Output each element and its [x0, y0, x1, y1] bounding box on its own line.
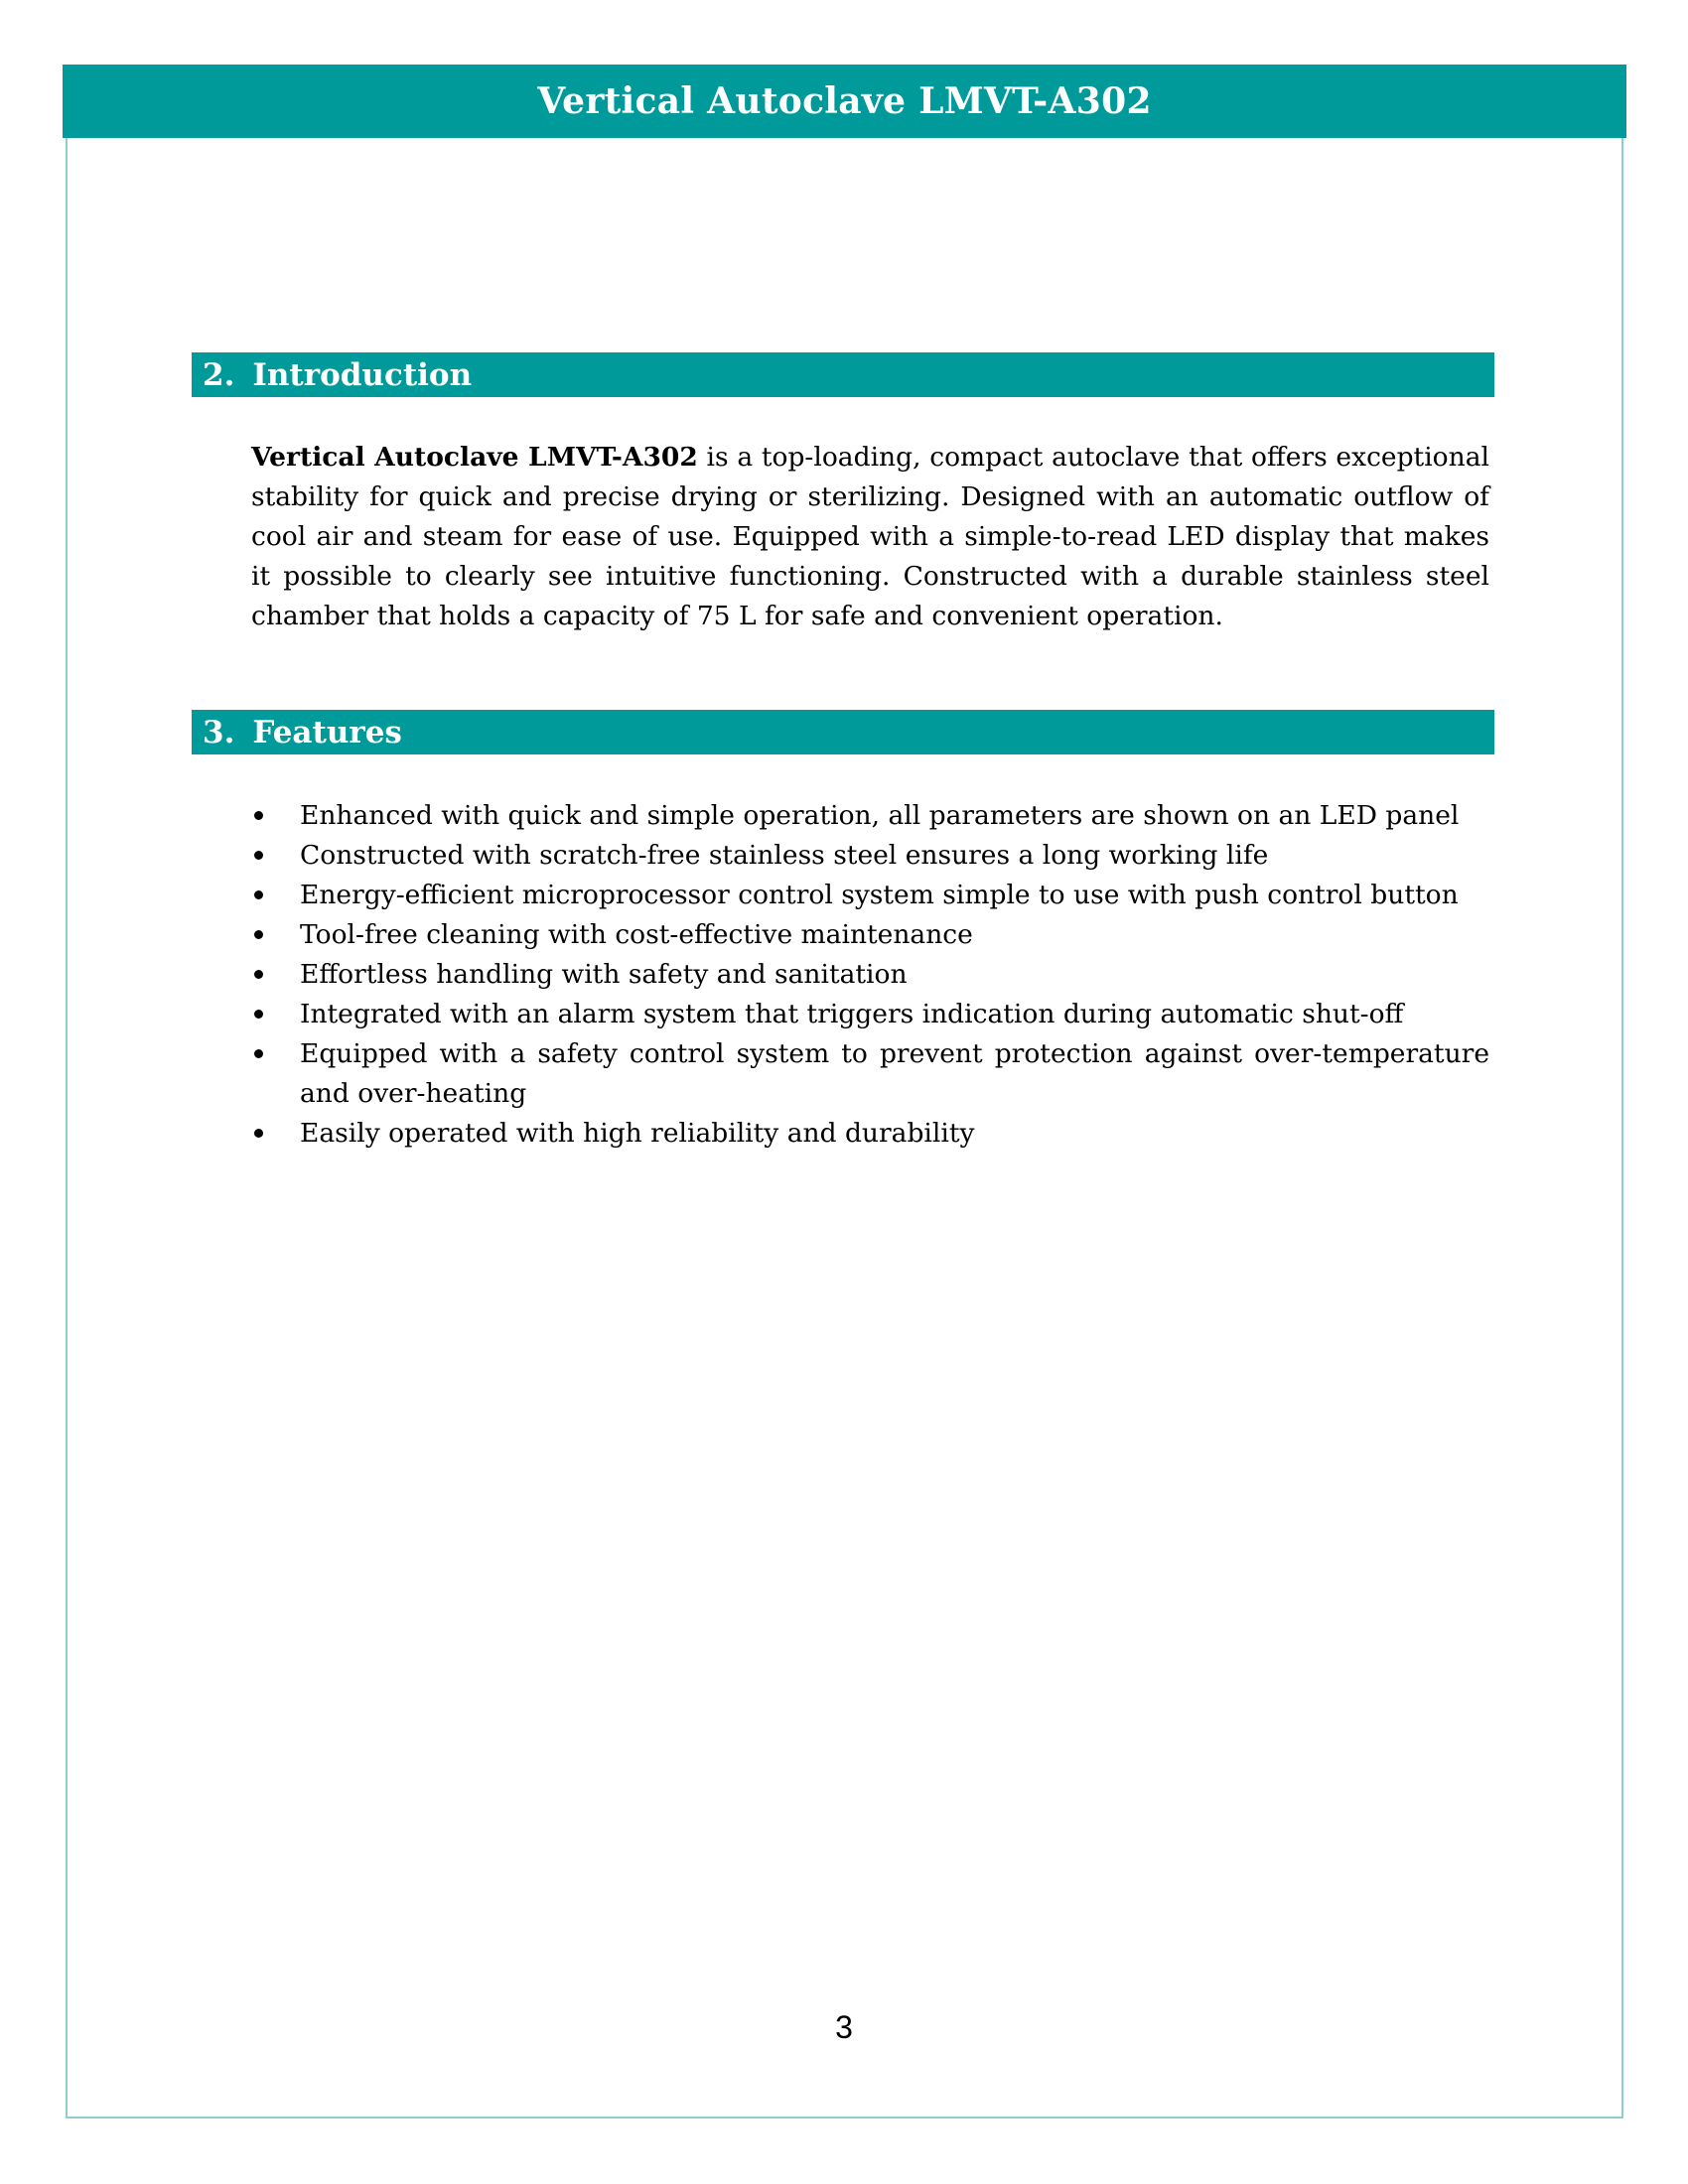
bullet-icon	[254, 1049, 263, 1058]
document-title: Vertical Autoclave LMVT-A302	[537, 80, 1152, 122]
bullet-icon	[254, 890, 263, 899]
feature-list-item	[251, 1114, 1489, 1154]
feature-list-item	[251, 876, 1489, 915]
feature-list-item	[251, 796, 1489, 836]
introduction-paragraph-lead: Vertical Autoclave LMVT-A302	[251, 442, 698, 473]
introduction-paragraph	[251, 438, 1489, 636]
bullet-icon	[254, 1010, 263, 1019]
feature-list-item	[251, 1034, 1489, 1114]
section-number: 3.	[203, 714, 235, 751]
features-list	[251, 796, 1489, 1154]
bullet-icon	[254, 1129, 263, 1138]
bullet-icon	[254, 811, 263, 820]
feature-list-item	[251, 836, 1489, 876]
bullet-icon	[254, 930, 263, 939]
bullet-icon	[254, 851, 263, 860]
feature-list-item	[251, 955, 1489, 995]
feature-list-item	[251, 915, 1489, 955]
feature-item-text: Tool-free cleaning with cost-effective maintenance	[300, 919, 973, 950]
document-header-bar	[63, 65, 1626, 138]
feature-item-text: Effortless handling with safety and sanitation	[300, 959, 908, 990]
section-title: Features	[252, 714, 402, 751]
feature-item-text: Enhanced with quick and simple operation, all parameters are shown on an LED panel	[300, 800, 1460, 831]
bullet-icon	[254, 970, 263, 979]
feature-item-text: Easily operated with high reliability and durability	[300, 1118, 975, 1149]
feature-list-item	[251, 995, 1489, 1034]
feature-item-text: Constructed with scratch-free stainless steel ensures a long working life	[300, 840, 1269, 871]
section-heading-introduction	[192, 352, 1494, 397]
page-number: 3	[835, 2009, 853, 2045]
section-heading-features	[192, 710, 1494, 754]
feature-item-text: Equipped with a safety control system to prevent protection against over-temperature and over-heating	[300, 1038, 1489, 1109]
feature-item-text: Integrated with an alarm system that triggers indication during automatic shut-off	[300, 999, 1404, 1029]
section-title: Introduction	[252, 356, 473, 393]
feature-item-text: Energy-efficient microprocessor control system simple to use with push control button	[300, 880, 1459, 910]
introduction-paragraph-body: is a top-loading, compact autoclave that offers exceptional stability for quick and precise drying or sterilizing. Designed with an automatic outflow of cool air and steam for ease of use. Equipped with a simple-to-read LED display that makes it possible to clearly see intuitive functioning. Constructed with a durable stainless steel chamber that holds a capacity of 75 L for safe and convenient operation.	[251, 442, 1489, 631]
section-number: 2.	[203, 356, 235, 393]
